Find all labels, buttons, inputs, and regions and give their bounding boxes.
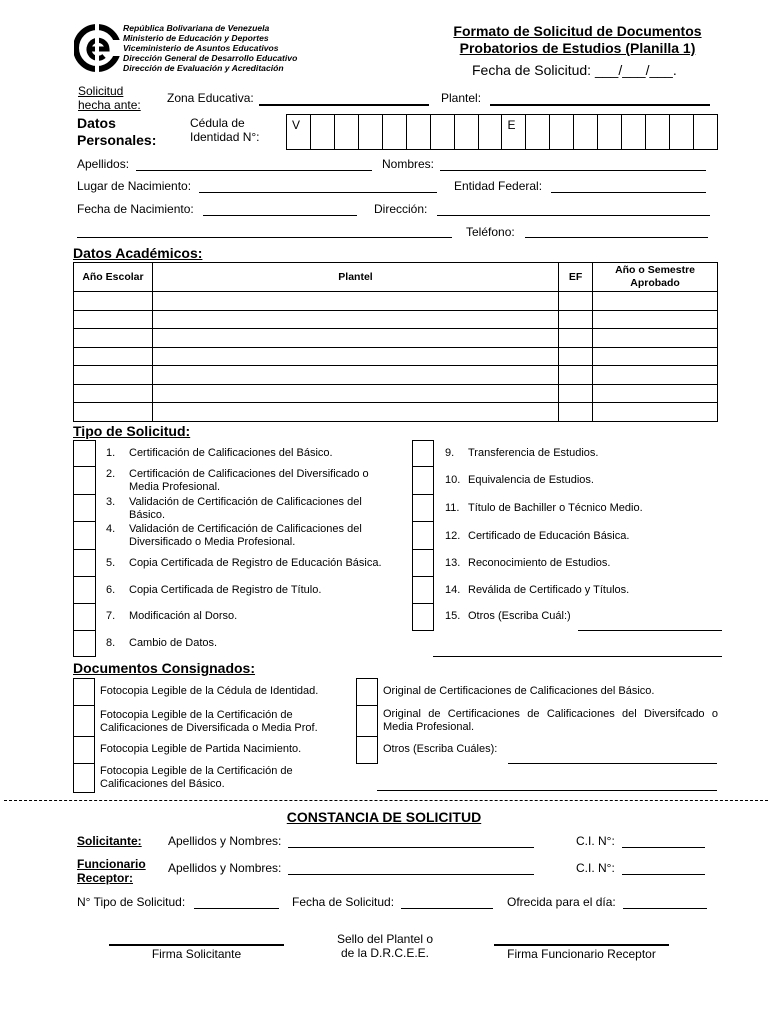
tipo-item-2 bbox=[106, 468, 386, 494]
tipo-checkbox-12[interactable] bbox=[412, 521, 434, 550]
tipo-item-text: Modificación al Dorso. bbox=[129, 610, 238, 622]
otros-docs-field[interactable] bbox=[508, 763, 717, 764]
cedula-digit-box[interactable] bbox=[694, 115, 718, 150]
tipo-item-number: 13. bbox=[445, 557, 461, 569]
cell-ef[interactable] bbox=[559, 366, 593, 385]
cedula-digit-box[interactable] bbox=[382, 115, 406, 150]
firma-solicitante-label: Firma Solicitante bbox=[151, 947, 242, 961]
telefono-label: Teléfono: bbox=[466, 225, 515, 239]
datos-personales-title-line1: Datos bbox=[77, 115, 116, 131]
doc-checkbox-7[interactable] bbox=[356, 736, 378, 764]
doc-item-1: Fotocopia Legible de la Cédula de Identidad. bbox=[100, 685, 319, 697]
tipo-item-6 bbox=[106, 584, 386, 597]
cedula-prefix-v: V bbox=[287, 115, 311, 150]
tipo-item-number: 4. bbox=[106, 523, 116, 535]
cedula-boxes[interactable] bbox=[286, 114, 718, 150]
tipo-checkbox-8[interactable] bbox=[73, 630, 96, 657]
tipo-item-8 bbox=[106, 637, 386, 650]
funcionario-ci-field[interactable] bbox=[622, 874, 705, 875]
plantel-field[interactable] bbox=[490, 104, 710, 106]
sello-label-line2: de la D.R.C.E.E. bbox=[340, 946, 430, 960]
datos-personales-title bbox=[77, 115, 156, 149]
tipo-checkbox-1[interactable] bbox=[73, 440, 96, 467]
cell-plantel[interactable] bbox=[152, 366, 558, 385]
form-title-line2: Probatorios de Estudios (Planilla 1) bbox=[459, 40, 696, 56]
tipo-checkbox-4[interactable] bbox=[73, 521, 96, 550]
form-title-line1: Formato de Solicitud de Documentos bbox=[453, 23, 702, 39]
tipo-item-text: Validación de Certificación de Calificaciones del Básico. bbox=[129, 496, 362, 521]
cell-plantel[interactable] bbox=[152, 403, 558, 422]
cedula-label-line1: Cédula de bbox=[190, 116, 245, 130]
tipo-item-4 bbox=[106, 523, 386, 549]
tipo-item-15 bbox=[445, 610, 585, 622]
cedula-digit-box[interactable] bbox=[310, 115, 334, 150]
cell-ano-escolar[interactable] bbox=[74, 403, 153, 422]
col-ano-escolar: Año Escolar bbox=[74, 263, 153, 292]
tipo-item-text: Título de Bachiller o Técnico Medio. bbox=[468, 502, 643, 514]
institution-line: Ministerio de Educación y Deportes bbox=[123, 33, 269, 43]
tipo-item-text: Equivalencia de Estudios. bbox=[468, 474, 594, 486]
tipo-item-text: Certificación de Calificaciones del Diversificado o Media Profesional. bbox=[129, 468, 369, 493]
doc-checkbox-6[interactable] bbox=[356, 705, 378, 737]
cell-ano-semestre[interactable] bbox=[593, 329, 718, 348]
solicitante-ci-field[interactable] bbox=[622, 847, 705, 848]
col-ano-semestre: Año o Semestre Aprobado bbox=[593, 263, 718, 292]
table-row bbox=[74, 329, 718, 348]
cedula-digit-box[interactable] bbox=[574, 115, 598, 150]
nombres-field[interactable] bbox=[440, 170, 706, 171]
datos-academicos-title: Datos Académicos: bbox=[73, 245, 203, 261]
funcionario-nombres-label: Apellidos y Nombres: bbox=[168, 861, 282, 875]
ofrecida-label: Ofrecida para el día: bbox=[507, 895, 616, 909]
cedula-label-line2: Identidad N°: bbox=[190, 130, 260, 144]
tipo-item-number: 10. bbox=[445, 474, 461, 486]
tipo-item-text: Transferencia de Estudios. bbox=[468, 447, 599, 459]
institution-line: Dirección General de Desarrollo Educativo bbox=[123, 53, 298, 63]
tipo-item-number: 14. bbox=[445, 584, 461, 596]
tipo-solicitud-title: Tipo de Solicitud: bbox=[73, 423, 191, 439]
cedula-digit-box[interactable] bbox=[478, 115, 502, 150]
doc-checkbox-5[interactable] bbox=[356, 678, 378, 706]
solicitante-label: Solicitante: bbox=[77, 834, 142, 848]
institution-block bbox=[123, 23, 323, 73]
solicitud-label-line1: Solicitud bbox=[78, 84, 124, 98]
cell-plantel[interactable] bbox=[152, 329, 558, 348]
telefono-field[interactable] bbox=[525, 237, 708, 238]
funcionario-label bbox=[77, 857, 146, 885]
tipo-item-text: Copia Certificada de Registro de Educación Básica. bbox=[129, 557, 382, 569]
institution-line: República Bolivariana de Venezuela bbox=[123, 23, 270, 33]
tipo-checkbox-10[interactable] bbox=[412, 466, 434, 495]
entidad-federal-label: Entidad Federal: bbox=[454, 179, 543, 193]
doc-checkbox-3[interactable] bbox=[73, 736, 95, 764]
institution-line: Viceministerio de Asuntos Educativos bbox=[123, 43, 279, 53]
tipo-checkbox-11[interactable] bbox=[412, 494, 434, 522]
doc-item-6: Original de Certificaciones de Calificaciones del Diversifcado o Media Profesional. bbox=[383, 708, 718, 733]
cell-ef[interactable] bbox=[559, 403, 593, 422]
tipo-checkbox-5[interactable] bbox=[73, 549, 96, 577]
tipo-item-14 bbox=[445, 584, 725, 596]
cell-ano-escolar[interactable] bbox=[74, 310, 153, 329]
firma-solicitante-line[interactable] bbox=[109, 944, 284, 946]
doc-checkbox-2[interactable] bbox=[73, 705, 95, 737]
tipo-item-text: Copia Certificada de Registro de Título. bbox=[129, 584, 322, 596]
apellidos-field[interactable] bbox=[136, 170, 372, 171]
table-row bbox=[74, 292, 718, 311]
solicitud-label bbox=[78, 84, 141, 112]
cell-ano-semestre[interactable] bbox=[593, 403, 718, 422]
cedula-digit-box[interactable] bbox=[646, 115, 670, 150]
tipo-item-7 bbox=[106, 610, 386, 623]
table-row bbox=[74, 310, 718, 329]
zona-educativa-label: Zona Educativa: bbox=[167, 91, 254, 105]
firma-funcionario-line[interactable] bbox=[494, 944, 669, 946]
datos-academicos-table bbox=[73, 262, 718, 422]
cedula-label bbox=[190, 116, 260, 144]
tipo-item-number: 7. bbox=[106, 610, 116, 622]
tipo-checkbox-13[interactable] bbox=[412, 549, 434, 577]
funcionario-label-line1: Funcionario bbox=[77, 857, 146, 871]
lugar-nacimiento-field[interactable] bbox=[199, 192, 437, 193]
doc-checkbox-1[interactable] bbox=[73, 678, 95, 706]
cell-ef[interactable] bbox=[559, 310, 593, 329]
cell-ano-escolar[interactable] bbox=[74, 329, 153, 348]
cut-line bbox=[4, 800, 768, 801]
tipo-item-10 bbox=[445, 474, 725, 486]
tipo-item-text: Otros (Escriba Cuál:) bbox=[468, 610, 571, 622]
col-ef: EF bbox=[559, 263, 593, 292]
apellidos-label: Apellidos: bbox=[77, 157, 130, 171]
funcionario-ci-label: C.I. N°: bbox=[576, 861, 615, 875]
cell-ano-semestre[interactable] bbox=[593, 347, 718, 366]
tipo-item-number: 15. bbox=[445, 610, 461, 622]
cell-ano-escolar[interactable] bbox=[74, 366, 153, 385]
tipo-checkbox-7[interactable] bbox=[73, 603, 96, 631]
otros-tipo-field[interactable] bbox=[578, 630, 722, 631]
tipo-checkbox-2[interactable] bbox=[73, 466, 96, 495]
tipo-solicitud-label: N° Tipo de Solicitud: bbox=[77, 895, 186, 909]
tipo-item-number: 1. bbox=[106, 447, 116, 459]
otros-tipo-field-continued[interactable] bbox=[433, 656, 722, 657]
direccion-field[interactable] bbox=[437, 215, 710, 216]
cell-plantel[interactable] bbox=[152, 310, 558, 329]
cell-ano-semestre[interactable] bbox=[593, 310, 718, 329]
cedula-digit-box[interactable] bbox=[622, 115, 646, 150]
zona-educativa-field[interactable] bbox=[259, 104, 429, 106]
doc-item-5: Original de Certificaciones de Calificaciones del Básico. bbox=[383, 685, 655, 697]
tipo-checkbox-9[interactable] bbox=[412, 440, 434, 467]
funcionario-nombres-field[interactable] bbox=[288, 874, 534, 875]
cell-ef[interactable] bbox=[559, 329, 593, 348]
cedula-digit-box[interactable] bbox=[526, 115, 550, 150]
documentos-title: Documentos Consignados: bbox=[73, 660, 256, 676]
tipo-checkbox-3[interactable] bbox=[73, 494, 96, 522]
cell-ano-escolar[interactable] bbox=[74, 292, 153, 311]
cell-ano-semestre[interactable] bbox=[593, 366, 718, 385]
table-row bbox=[74, 347, 718, 366]
tipo-solicitud-field[interactable] bbox=[194, 908, 279, 909]
tipo-item-text: Cambio de Datos. bbox=[129, 637, 218, 649]
form-title bbox=[440, 23, 715, 57]
cell-ano-escolar[interactable] bbox=[74, 347, 153, 366]
doc-item-2: Fotocopia Legible de la Certificación de Calificaciones de Diversificada o Media Prof. bbox=[100, 709, 318, 734]
sello-label bbox=[310, 932, 460, 960]
tipo-item-11 bbox=[445, 502, 725, 514]
tipo-item-text: Reválida de Certificado y Títulos. bbox=[468, 584, 630, 596]
doc-item-7: Otros (Escriba Cuáles): bbox=[383, 743, 498, 755]
cedula-digit-box[interactable] bbox=[598, 115, 622, 150]
tipo-item-number: 11. bbox=[445, 502, 460, 514]
cell-ano-escolar[interactable] bbox=[74, 384, 153, 403]
plantel-label: Plantel: bbox=[441, 91, 482, 105]
tipo-item-9 bbox=[445, 447, 725, 459]
datos-personales-title-line2: Personales: bbox=[77, 132, 157, 148]
tipo-item-3 bbox=[106, 496, 386, 522]
cell-plantel[interactable] bbox=[152, 292, 558, 311]
tipo-item-text: Certificación de Calificaciones del Básico. bbox=[129, 447, 333, 459]
funcionario-label-line2: Receptor: bbox=[77, 871, 134, 885]
tipo-item-number: 9. bbox=[445, 447, 455, 459]
cedula-digit-box[interactable] bbox=[550, 115, 574, 150]
solicitante-nombres-label: Apellidos y Nombres: bbox=[168, 834, 282, 848]
constancia-title: CONSTANCIA DE SOLICITUD bbox=[286, 809, 482, 825]
ofrecida-field[interactable] bbox=[623, 908, 707, 909]
cell-ef[interactable] bbox=[559, 347, 593, 366]
table-row bbox=[74, 366, 718, 385]
solicitante-nombres-field[interactable] bbox=[288, 847, 534, 848]
cedula-digit-box[interactable] bbox=[670, 115, 694, 150]
fecha-solicitud-field[interactable] bbox=[401, 908, 493, 909]
tipo-item-number: 2. bbox=[106, 468, 116, 480]
tipo-item-number: 6. bbox=[106, 584, 116, 596]
cedula-digit-box[interactable] bbox=[454, 115, 478, 150]
table-row bbox=[74, 384, 718, 403]
tipo-item-text: Validación de Certificación de Calificaciones del Diversificado o Media Profesional. bbox=[129, 523, 362, 548]
nombres-label: Nombres: bbox=[382, 157, 435, 171]
solicitud-label-line2: hecha ante: bbox=[78, 98, 141, 112]
solicitante-ci-label: C.I. N°: bbox=[576, 834, 615, 848]
cedula-digit-box[interactable] bbox=[358, 115, 382, 150]
doc-item-3: Fotocopia Legible de Partida Nacimiento. bbox=[100, 743, 302, 755]
cell-ano-semestre[interactable] bbox=[593, 292, 718, 311]
tipo-item-text: Certificado de Educación Básica. bbox=[468, 530, 630, 542]
tipo-item-5 bbox=[106, 557, 406, 570]
tipo-item-number: 5. bbox=[106, 557, 116, 569]
direccion-label: Dirección: bbox=[374, 202, 428, 216]
doc-checkbox-4[interactable] bbox=[73, 763, 95, 793]
tipo-item-13 bbox=[445, 557, 725, 569]
firma-funcionario-label: Firma Funcionario Receptor bbox=[507, 947, 656, 961]
fecha-solicitud-header[interactable]: Fecha de Solicitud: ___/___/___. bbox=[472, 62, 677, 78]
doc-item-4: Fotocopia Legible de la Certificación de Calificaciones del Básico. bbox=[100, 765, 293, 790]
cedula-digit-box[interactable] bbox=[406, 115, 430, 150]
tipo-checkbox-14[interactable] bbox=[412, 576, 434, 604]
cell-plantel[interactable] bbox=[152, 347, 558, 366]
cell-plantel[interactable] bbox=[152, 384, 558, 403]
fecha-nacimiento-field[interactable] bbox=[203, 215, 357, 216]
cell-ef[interactable] bbox=[559, 384, 593, 403]
sello-label-line1: Sello del Plantel o bbox=[336, 932, 434, 946]
tipo-item-number: 12. bbox=[445, 530, 461, 542]
cedula-prefix-e: E bbox=[502, 115, 526, 150]
ministry-logo bbox=[74, 20, 120, 76]
tipo-item-12 bbox=[445, 530, 725, 542]
lugar-nacimiento-label: Lugar de Nacimiento: bbox=[77, 179, 192, 193]
institution-line: Dirección de Evaluación y Acreditación bbox=[123, 63, 284, 73]
otros-docs-field-continued[interactable] bbox=[377, 790, 717, 791]
entidad-federal-field[interactable] bbox=[551, 192, 706, 193]
direccion-field-continued[interactable] bbox=[77, 237, 452, 238]
cedula-digit-box[interactable] bbox=[334, 115, 358, 150]
tipo-item-number: 8. bbox=[106, 637, 116, 649]
tipo-checkbox-15[interactable] bbox=[412, 603, 434, 631]
fecha-nacimiento-label: Fecha de Nacimiento: bbox=[77, 202, 194, 216]
cell-ef[interactable] bbox=[559, 292, 593, 311]
tipo-item-text: Reconocimiento de Estudios. bbox=[468, 557, 611, 569]
fecha-solicitud-label: Fecha de Solicitud: bbox=[292, 895, 395, 909]
table-row bbox=[74, 403, 718, 422]
tipo-checkbox-6[interactable] bbox=[73, 576, 96, 604]
tipo-item-number: 3. bbox=[106, 496, 116, 508]
col-plantel: Plantel bbox=[152, 263, 558, 292]
cedula-digit-box[interactable] bbox=[430, 115, 454, 150]
cell-ano-semestre[interactable] bbox=[593, 384, 718, 403]
tipo-item-1 bbox=[106, 447, 386, 460]
